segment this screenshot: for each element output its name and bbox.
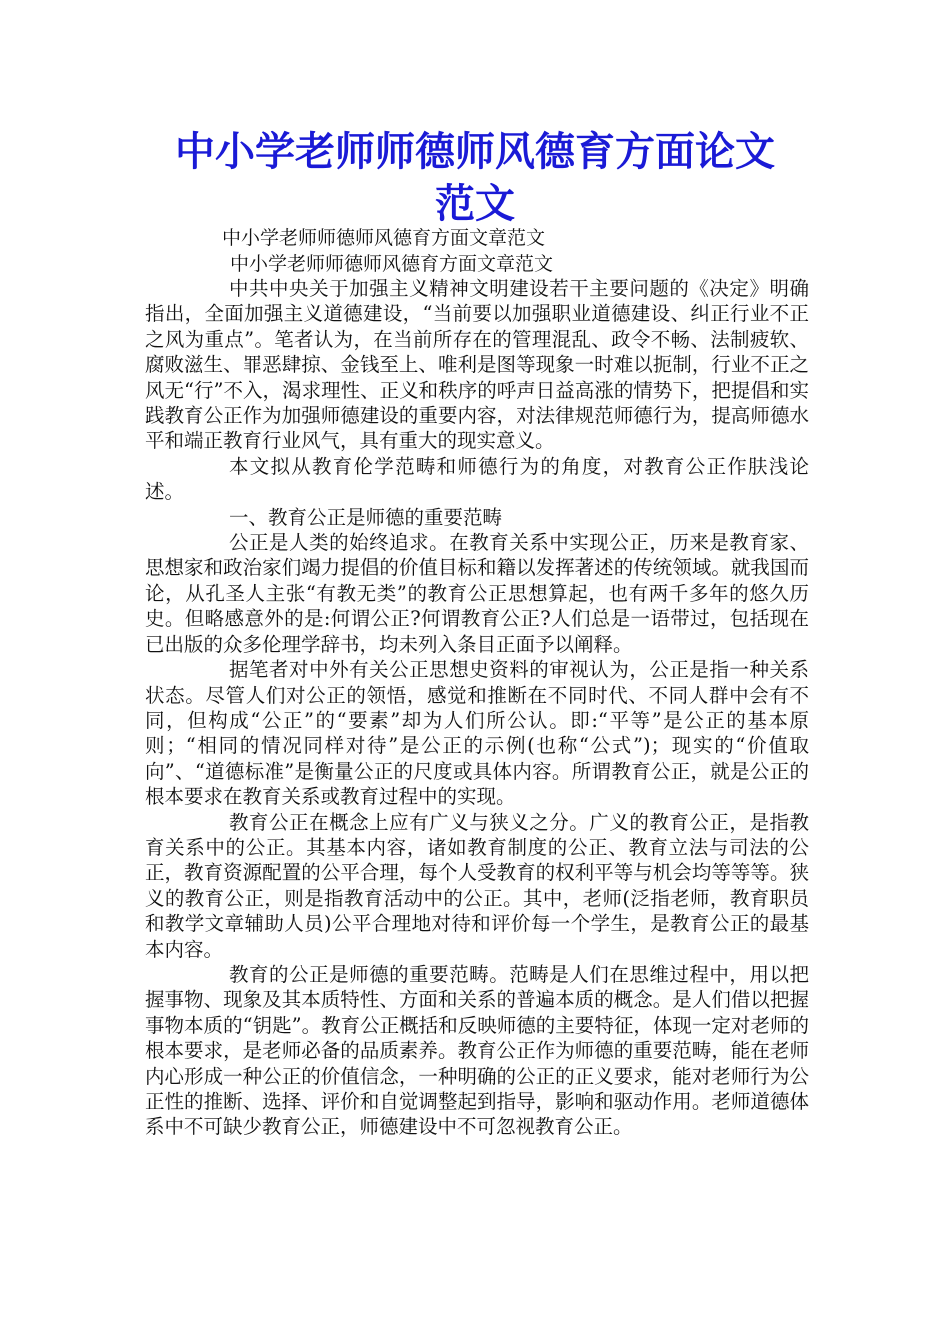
document-body bbox=[145, 276, 809, 1140]
paragraph-justice-definition: 据笔者对中外有关公正思想史资料的审视认为，公正是指一种关系状态。尽管人们对公正的领悟，感觉和推断在不同时代、不同人群中会有不同，但构成“公正”的“要素”却为人们所公认。即:“平等”是公正的基本原则；“相同的情况同样对待”是公正的示例(也称“公式”)；现实的“价值取向”、“道德标准”是衡量公正的尺度或具体内容。所谓教育公正，就是公正的根本要求在教育关系或教育过程中的实现。 bbox=[145, 658, 809, 809]
document-title-line-2: 范文 bbox=[435, 180, 515, 227]
paragraph-intro: 中共中央关于加强主义精神文明建设若干主要问题的《决定》明确指出，全面加强主义道德建设，“当前要以加强职业道德建设、纠正行业不正之风为重点”。笔者认为，在当前所存在的管理混乱、政令不畅、法制疲软、腐败滋生、罪恶肆掠、金钱至上、唯利是图等现象一时难以扼制，行业不正之风无“行”不入，渴求理性、正义和秩序的呼声日益高涨的情势下，把提倡和实践教育公正作为加强师德建设的重要内容，对法律规范师德行为，提高师德水平和端正教育行业风气，具有重大的现实意义。 bbox=[145, 277, 809, 453]
subtitle-2: 中小学老师师德师风德育方面文章范文 bbox=[230, 253, 554, 275]
paragraph-justice-pursuit: 公正是人类的始终追求。在教育关系中实现公正，历来是教育家、思想家和政治家们竭力提倡的价值目标和籍以发挥著述的传统领域。就我国而论，从孔圣人主张“有教无类”的教育公正思想算起，也有两千多年的悠久历史。但略感意外的是:何谓公正?何谓教育公正?人们总是一语带过，包括现在已出版的众多伦理学辞书，均未列入条目正面予以阐释。 bbox=[145, 531, 809, 656]
paragraph-broad-narrow: 教育公正在概念上应有广义与狭义之分。广义的教育公正，是指教育关系中的公正。其基本内容，诸如教育制度的公正、教育立法与司法的公正，教育资源配置的公平合理，每个人受教育的权利平等与机会均等等等。狭义的教育公正，则是指教育活动中的公正。其中，老师(泛指老师，教育职员和教学文章辅助人员)公平合理地对待和评价每一个学生，是教育公正的最基本内容。 bbox=[145, 810, 809, 961]
document-title-line-1: 中小学老师师德师风德育方面论文 bbox=[175, 128, 775, 175]
section-heading-1: 一、教育公正是师德的重要范畴 bbox=[229, 505, 503, 529]
subtitle-1: 中小学老师师德师风德育方面文章范文 bbox=[222, 227, 546, 249]
paragraph-category: 教育的公正是师德的重要范畴。范畴是人们在思维过程中，用以把握事物、现象及其本质特性、方面和关系的普遍本质的概念。是人们借以把握事物本质的“钥匙”。教育公正概括和反映师德的主要特征，体现一定对老师的根本要求，是老师必备的品质素养。教育公正作为师德的重要范畴，能在老师内心形成一种公正的价值信念，一种明确的公正的正义要求，能对老师行为公正性的推断、选择、评价和自觉调整起到指导，影响和驱动作用。老师道德体系中不可缺少教育公正，师德建设中不可忽视教育公正。 bbox=[145, 962, 809, 1139]
paragraph-purpose: 本文拟从教育伦学范畴和师德行为的角度，对教育公正作肤浅论述。 bbox=[145, 454, 809, 504]
